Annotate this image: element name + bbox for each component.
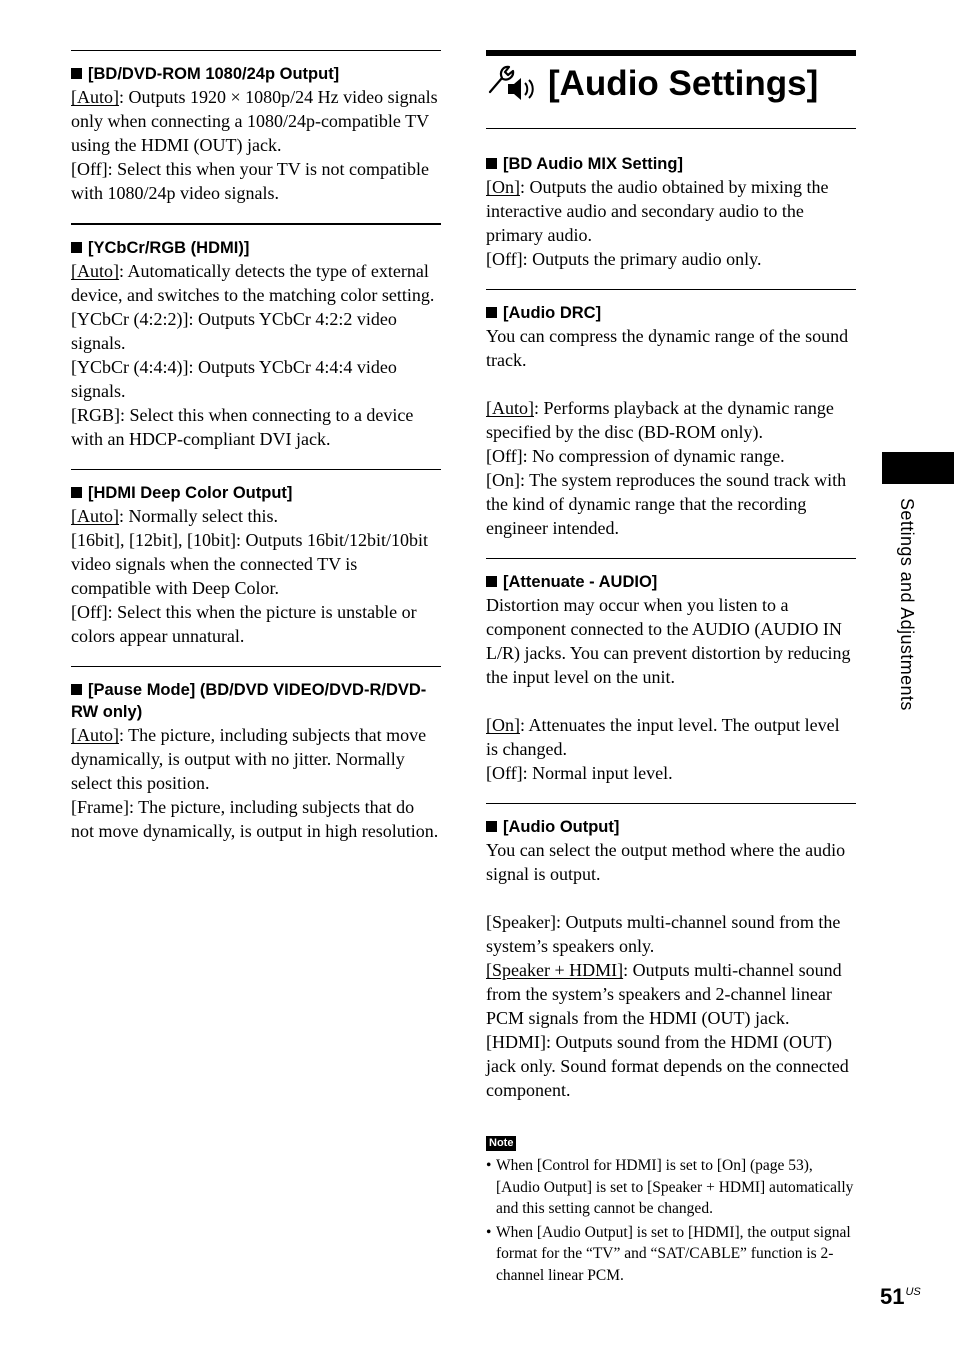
setting-option xyxy=(71,307,441,355)
option-description: : Normally select this. xyxy=(119,506,278,526)
option-description: : Performs playback at the dynamic range specified by the disc (BD-ROM only). xyxy=(486,398,834,442)
option-description: [Off]: Select this when the picture is unstable or colors appear unnatural. xyxy=(71,602,417,646)
default-option-label: [Auto] xyxy=(71,261,119,281)
option-description: : Attenuates the input level. The output level is changed. xyxy=(486,715,840,759)
setting-section xyxy=(486,558,856,785)
setting-option xyxy=(71,504,441,528)
setting-heading xyxy=(486,571,856,593)
setting-option xyxy=(486,468,856,540)
setting-body xyxy=(486,838,856,1102)
setting-heading-text: [BD Audio MIX Setting] xyxy=(503,155,683,173)
square-bullet-icon xyxy=(71,487,82,498)
setting-option xyxy=(71,795,441,843)
setting-option xyxy=(71,403,441,451)
page-number-suffix: US xyxy=(905,1286,921,1298)
note-badge: Note xyxy=(486,1136,516,1151)
setting-option xyxy=(486,1030,856,1102)
setting-option xyxy=(486,761,856,785)
paragraph-gap xyxy=(486,689,856,713)
option-description: [Off]: Outputs the primary audio only. xyxy=(486,249,762,269)
setting-body xyxy=(71,259,441,451)
square-bullet-icon xyxy=(71,68,82,79)
setting-heading-text: [YCbCr/RGB (HDMI)] xyxy=(88,239,250,257)
default-option-label: [Auto] xyxy=(71,506,119,526)
setting-option xyxy=(71,723,441,795)
option-description: You can compress the dynamic range of the sound track. xyxy=(486,326,849,370)
setting-option xyxy=(71,355,441,403)
option-description: [On]: The system reproduces the sound track with the kind of dynamic range that the recording engineer intended. xyxy=(486,470,847,538)
setting-section xyxy=(71,666,441,843)
paragraph-gap xyxy=(486,372,856,396)
option-description: [16bit], [12bit], [10bit]: Outputs 16bit/12bit/10bit video signals when the connected TV is compatible with Deep Color. xyxy=(71,530,428,598)
option-description: [Off]: Normal input level. xyxy=(486,763,673,783)
chapter-side-label: Settings and Adjustments xyxy=(897,498,917,711)
setting-section xyxy=(71,50,441,205)
setting-option xyxy=(486,593,856,689)
setting-heading-text: [Attenuate - AUDIO] xyxy=(503,573,658,591)
setting-option xyxy=(71,600,441,648)
setting-body xyxy=(71,85,441,205)
option-description: : Automatically detects the type of external device, and switches to the matching color setting. xyxy=(71,261,435,305)
setting-option xyxy=(486,910,856,958)
setting-option xyxy=(486,444,856,468)
setting-section xyxy=(486,803,856,1102)
option-description: Distortion may occur when you listen to a component connected to the AUDIO (AUDIO IN L/R) jacks. You can prevent distortion by reducing the input level on the unit. xyxy=(486,595,851,687)
setting-heading xyxy=(71,63,441,85)
setting-body xyxy=(71,723,441,843)
note-block xyxy=(486,1120,856,1286)
option-description: : Outputs multi-channel sound from the system’s speakers and 2-channel linear PCM signals from the HDMI (OUT) jack. xyxy=(486,960,842,1028)
setting-body xyxy=(486,175,856,271)
option-description: [HDMI]: Outputs sound from the HDMI (OUT) jack only. Sound format depends on the connected component. xyxy=(486,1032,849,1100)
note-item: • When [Control for HDMI] is set to [On] (page 53), [Audio Output] is set to [Speaker + HDMI] automatically and this setting cannot be changed. xyxy=(486,1155,856,1220)
default-option-label: [Auto] xyxy=(486,398,534,418)
option-description: [YCbCr (4:4:4)]: Outputs YCbCr 4:4:4 video signals. xyxy=(71,357,397,401)
right-sections xyxy=(486,141,856,1102)
setting-heading-text: [Audio Output] xyxy=(503,818,620,836)
setting-body xyxy=(71,504,441,648)
note-item: • When [Audio Output] is set to [HDMI], the output signal format for the “TV” and “SAT/CABLE” function is 2-channel linear PCM. xyxy=(486,1222,856,1287)
setting-option xyxy=(486,324,856,372)
page-number xyxy=(880,1284,921,1310)
setting-heading-text: [BD/DVD-ROM 1080/24p Output] xyxy=(88,65,340,83)
default-option-label: [On] xyxy=(486,177,520,197)
setting-option xyxy=(486,713,856,761)
setting-option xyxy=(486,247,856,271)
setting-section xyxy=(486,141,856,271)
page-title: [Audio Settings] xyxy=(548,64,819,103)
setting-body xyxy=(486,324,856,540)
setting-option xyxy=(486,958,856,1030)
wrench-speaker-icon xyxy=(486,62,538,102)
setting-option xyxy=(486,396,856,444)
setting-option xyxy=(486,838,856,886)
option-description: [Frame]: The picture, including subjects that do not move dynamically, is output in high resolution. xyxy=(71,797,439,841)
square-bullet-icon xyxy=(486,576,497,587)
setting-heading xyxy=(71,482,441,504)
setting-option xyxy=(486,175,856,247)
setting-option xyxy=(71,157,441,205)
note-list xyxy=(486,1155,856,1286)
square-bullet-icon xyxy=(71,242,82,253)
default-option-label: [On] xyxy=(486,715,520,735)
default-option-label: [Auto] xyxy=(71,725,119,745)
page-number-value: 51 xyxy=(880,1284,905,1309)
setting-heading xyxy=(486,816,856,838)
setting-section xyxy=(486,289,856,540)
setting-option xyxy=(71,259,441,307)
setting-option xyxy=(71,85,441,157)
option-description: : Outputs the audio obtained by mixing the interactive audio and secondary audio to the primary audio. xyxy=(486,177,829,245)
right-column xyxy=(486,50,856,1288)
option-description: : Outputs 1920 × 1080p/24 Hz video signals only when connecting a 1080/24p-compatible TV using the HDMI (OUT) jack. xyxy=(71,87,438,155)
paragraph-gap xyxy=(486,886,856,910)
default-option-label: [Speaker + HDMI] xyxy=(486,960,624,980)
setting-body xyxy=(486,593,856,785)
setting-option xyxy=(71,528,441,600)
square-bullet-icon xyxy=(486,821,497,832)
setting-heading xyxy=(486,153,856,175)
setting-heading xyxy=(71,237,441,259)
option-description: You can select the output method where the audio signal is output. xyxy=(486,840,846,884)
square-bullet-icon xyxy=(71,684,82,695)
option-description: [RGB]: Select this when connecting to a device with an HDCP-compliant DVI jack. xyxy=(71,405,414,449)
setting-heading-text: [Audio DRC] xyxy=(503,304,602,322)
setting-section xyxy=(71,469,441,648)
square-bullet-icon xyxy=(486,158,497,169)
setting-section xyxy=(71,223,441,451)
option-description: [Speaker]: Outputs multi-channel sound from the system’s speakers only. xyxy=(486,912,841,956)
chapter-tab-marker xyxy=(882,452,954,484)
square-bullet-icon xyxy=(486,307,497,318)
setting-heading-text: [Pause Mode] (BD/DVD VIDEO/DVD-R/DVD-RW only) xyxy=(71,681,427,721)
left-column xyxy=(71,50,441,861)
audio-settings-header xyxy=(486,50,856,129)
option-description: [Off]: Select this when your TV is not compatible with 1080/24p video signals. xyxy=(71,159,429,203)
option-description: [YCbCr (4:2:2)]: Outputs YCbCr 4:2:2 video signals. xyxy=(71,309,397,353)
option-description: [Off]: No compression of dynamic range. xyxy=(486,446,785,466)
setting-heading xyxy=(71,679,441,723)
option-description: : The picture, including subjects that move dynamically, is output with no jitter. Normally select this position. xyxy=(71,725,427,793)
setting-heading-text: [HDMI Deep Color Output] xyxy=(88,484,293,502)
setting-heading xyxy=(486,302,856,324)
default-option-label: [Auto] xyxy=(71,87,119,107)
